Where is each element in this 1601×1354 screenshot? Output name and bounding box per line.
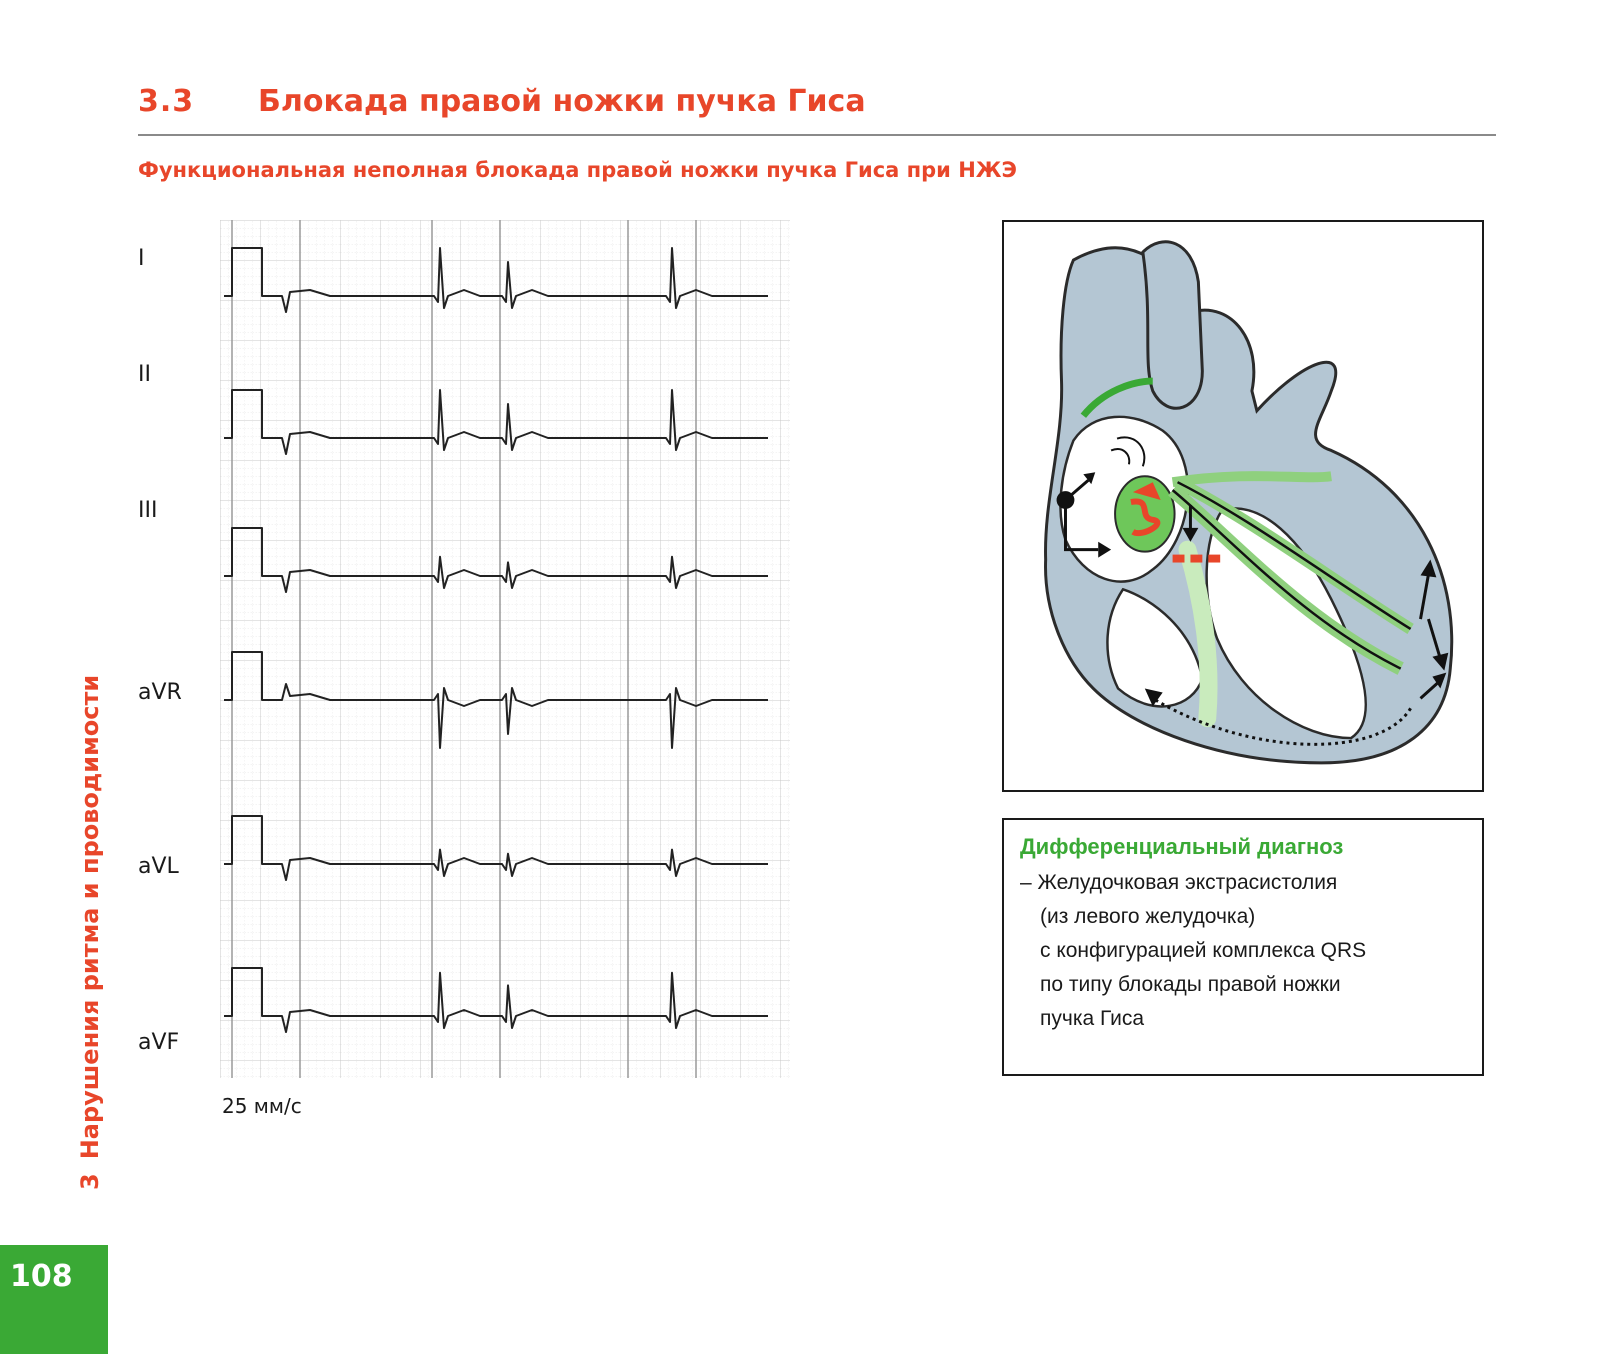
chapter-title: Нарушения ритма и проводимости (76, 674, 104, 1160)
differential-title: Дифференциальный диагноз (1020, 834, 1344, 859)
heart-diagram (1002, 220, 1484, 792)
subtitle: Функциональная неполная блокада правой ножки пучка Гиса при НЖЭ (138, 158, 1017, 182)
differential-line: пучка Гиса (1040, 1007, 1145, 1030)
chapter-number: 3 (76, 1173, 104, 1190)
lead-label-iii: III (138, 498, 158, 523)
lead-label-avf: aVF (138, 1030, 180, 1055)
differential-line: – Желудочковая экстрасистолия (1020, 871, 1338, 894)
section-title: Блокада правой ножки пучка Гиса (258, 84, 866, 119)
ecg-strip (220, 220, 790, 1078)
page-number: 108 (10, 1259, 73, 1294)
lead-label-avr: aVR (138, 680, 182, 705)
section-number: 3.3 (138, 84, 195, 119)
lead-label-ii: II (138, 362, 151, 387)
differential-line: по типу блокады правой ножки (1040, 973, 1341, 996)
lead-label-avl: aVL (138, 854, 179, 879)
paper-speed: 25 мм/с (222, 1094, 302, 1118)
header-rule (138, 134, 1496, 136)
lead-label-i: I (138, 246, 145, 271)
differential-diagnosis-box (1002, 818, 1484, 1076)
chapter-side-title (76, 675, 104, 1190)
differential-line: с конфигурацией комплекса QRS (1040, 939, 1367, 962)
page-tab (0, 1245, 108, 1354)
differential-line: (из левого желудочка) (1040, 905, 1256, 928)
